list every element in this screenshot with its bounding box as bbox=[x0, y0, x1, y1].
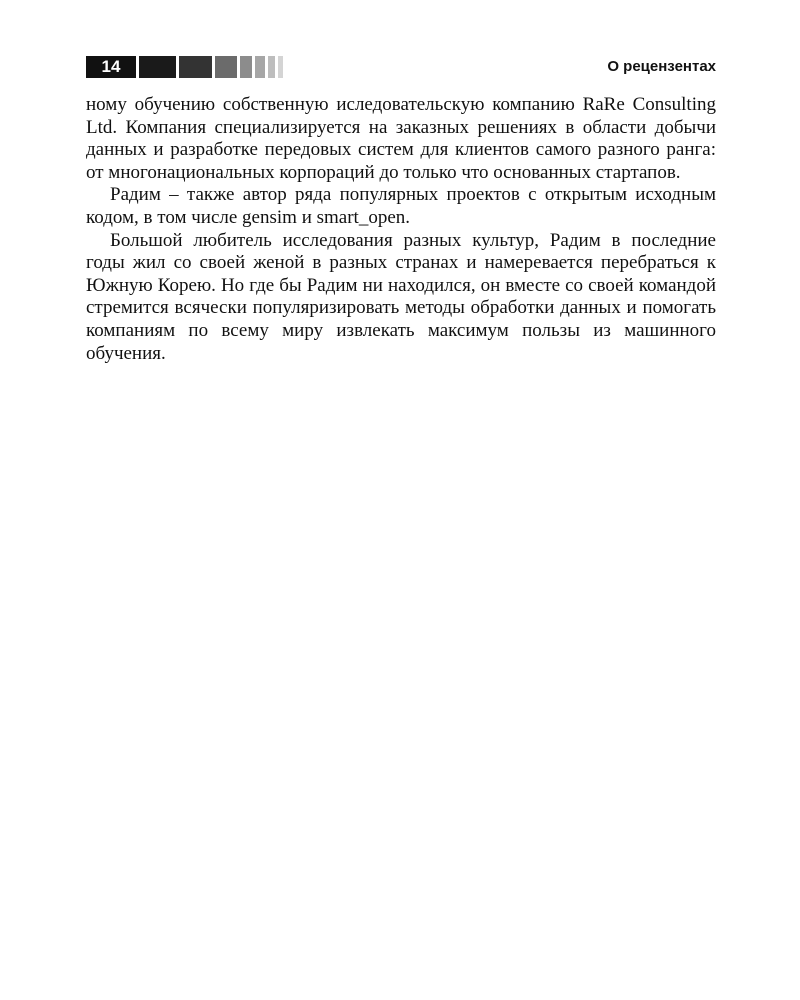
paragraph-continuation: ному обучению собственную иследовательскую компанию RaRe Consulting Ltd. Компания специализируется на заказных решениях в области добычи данных и разработке передовых систем для клиентов самого разного ранга: от многонациональных корпораций до только что основанных стартапов. bbox=[86, 94, 716, 183]
header-bar bbox=[278, 56, 283, 78]
body-text bbox=[86, 94, 716, 365]
paragraph-open-source: Радим – также автор ряда популярных проектов с открытым исходным кодом, в том числе gensim и smart_open. bbox=[86, 184, 716, 228]
page-number: 14 bbox=[86, 56, 136, 78]
header-bar bbox=[255, 56, 265, 78]
header-decorative-bars bbox=[139, 56, 283, 78]
header-bar bbox=[240, 56, 252, 78]
header-bar bbox=[268, 56, 275, 78]
header-bar bbox=[139, 56, 176, 78]
header-bar bbox=[179, 56, 212, 78]
header-bar bbox=[215, 56, 237, 78]
running-title: О рецензентах bbox=[607, 58, 716, 75]
page-header bbox=[86, 55, 716, 79]
paragraph-cultures: Большой любитель исследования разных культур, Радим в последние годы жил со своей женой в разных странах и намеревается перебраться к Южную Корею. Но где бы Радим ни находился, он вместе со своей командой стремится всячески популяризировать методы обработки данных и помогать компаниям по всему миру извлекать максимум пользы из машинного обучения. bbox=[86, 229, 716, 364]
